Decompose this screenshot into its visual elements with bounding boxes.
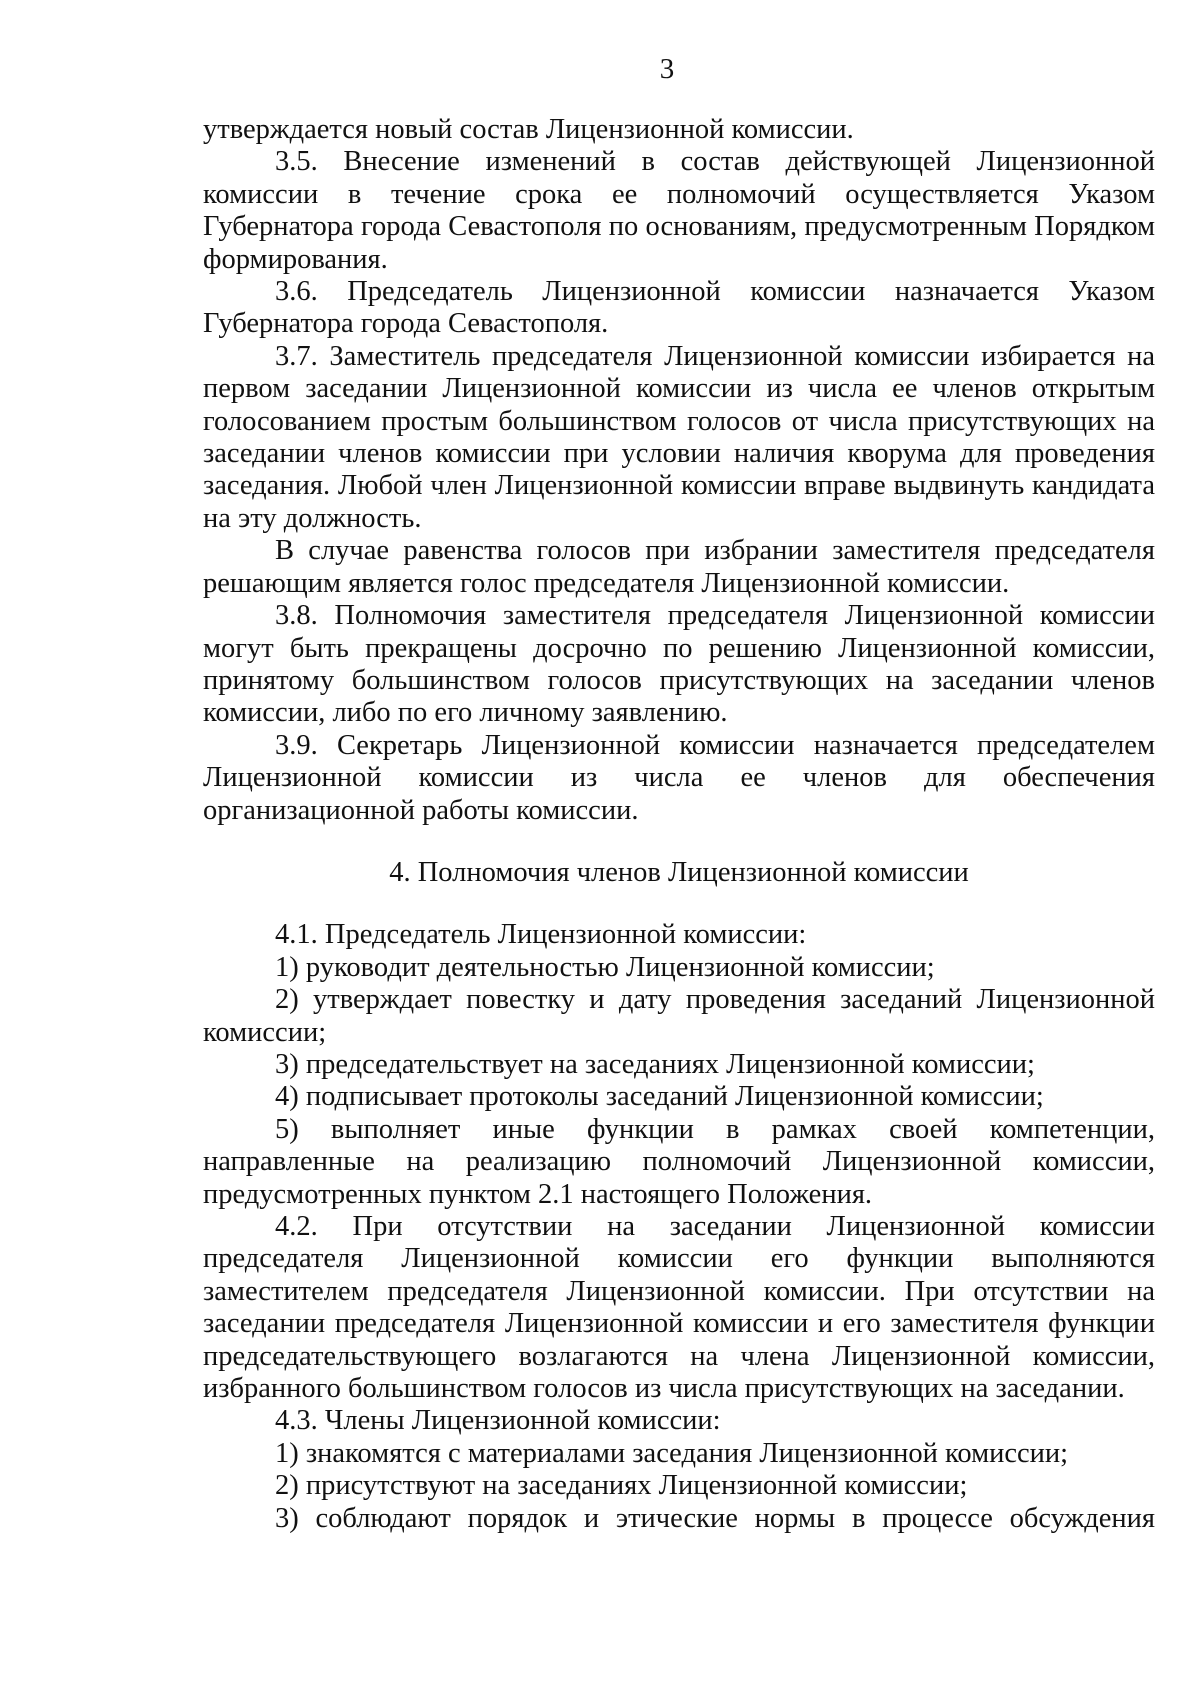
paragraph-3-7: 3.7. Заместитель председателя Лицензионной комиссии избирается на первом заседании Лицензионной комиссии из числа ее членов открытым голосованием простым большинством голосов от числа присутствующих на заседании членов комиссии при условии наличия кворума для проведения заседания. Любой член Лицензионной комиссии вправе выдвинуть кандидата на эту должность. <box>203 340 1155 534</box>
paragraph-3-5: 3.5. Внесение изменений в состав действующей Лицензионной комиссии в течение срока ее полномочий осуществляется Указом Губернатора города Севастополя по основаниям, предусмотренным Порядком формирования. <box>203 146 1155 275</box>
paragraph-4-2: 4.2. При отсутствии на заседании Лицензионной комиссии председателя Лицензионной комиссии его функции выполняются заместителем председателя Лицензионной комиссии. При отсутствии на заседании председателя Лицензионной комиссии и его заместителя функции председательствующего возлагаются на члена Лицензионной комиссии, избранного большинством голосов из числа присутствующих на заседании. <box>203 1211 1155 1405</box>
list-item-4-1-3: 3) председательствует на заседаниях Лицензионной комиссии; <box>275 1048 1035 1080</box>
list-item-4-3-1: 1) знакомятся с материалами заседания Лицензионной комиссии; <box>275 1437 1069 1469</box>
paragraph-4-3: 4.3. Члены Лицензионной комиссии: <box>275 1405 721 1437</box>
list-item-4-3-3: 3) соблюдают порядок и этические нормы в процессе обсуждения <box>275 1502 1155 1534</box>
page-number: 3 <box>659 53 675 85</box>
list-item-4-1-2: 2) утверждает повестку и дату проведения заседаний Лицензионной комиссии; <box>203 984 1155 1048</box>
paragraph-4-1: 4.1. Председатель Лицензионной комиссии: <box>275 919 807 951</box>
paragraph-3-9: 3.9. Секретарь Лицензионной комиссии назначается председателем Лицензионной комиссии из числа ее членов для обеспечения организационной работы комиссии. <box>203 729 1155 826</box>
paragraph-3-8: 3.8. Полномочия заместителя председателя Лицензионной комиссии могут быть прекращены досрочно по решению Лицензионной комиссии, принятому большинством голосов присутствующих на заседании членов комиссии, либо по его личному заявлению. <box>203 600 1155 729</box>
list-item-4-3-2: 2) присутствуют на заседаниях Лицензионной комиссии; <box>275 1470 968 1502</box>
list-item-4-1-4: 4) подписывает протоколы заседаний Лицензионной комиссии; <box>275 1081 1044 1113</box>
section-heading-4: 4. Полномочия членов Лицензионной комиссии <box>389 856 969 888</box>
document-body <box>203 114 1155 1535</box>
paragraph-3-7-tie: В случае равенства голосов при избрании заместителя председателя решающим является голос председателя Лицензионной комиссии. <box>203 535 1155 599</box>
list-item-4-1-1: 1) руководит деятельностью Лицензионной комиссии; <box>275 951 935 983</box>
paragraph-3-6: 3.6. Председатель Лицензионной комиссии назначается Указом Губернатора города Севастополя. <box>203 276 1155 340</box>
list-item-4-1-5: 5) выполняет иные функции в рамках своей компетенции, направленные на реализацию полномочий Лицензионной комиссии, предусмотренных пунктом 2.1 настоящего Положения. <box>203 1113 1155 1210</box>
paragraph-continuation: утверждается новый состав Лицензионной комиссии. <box>203 114 854 145</box>
